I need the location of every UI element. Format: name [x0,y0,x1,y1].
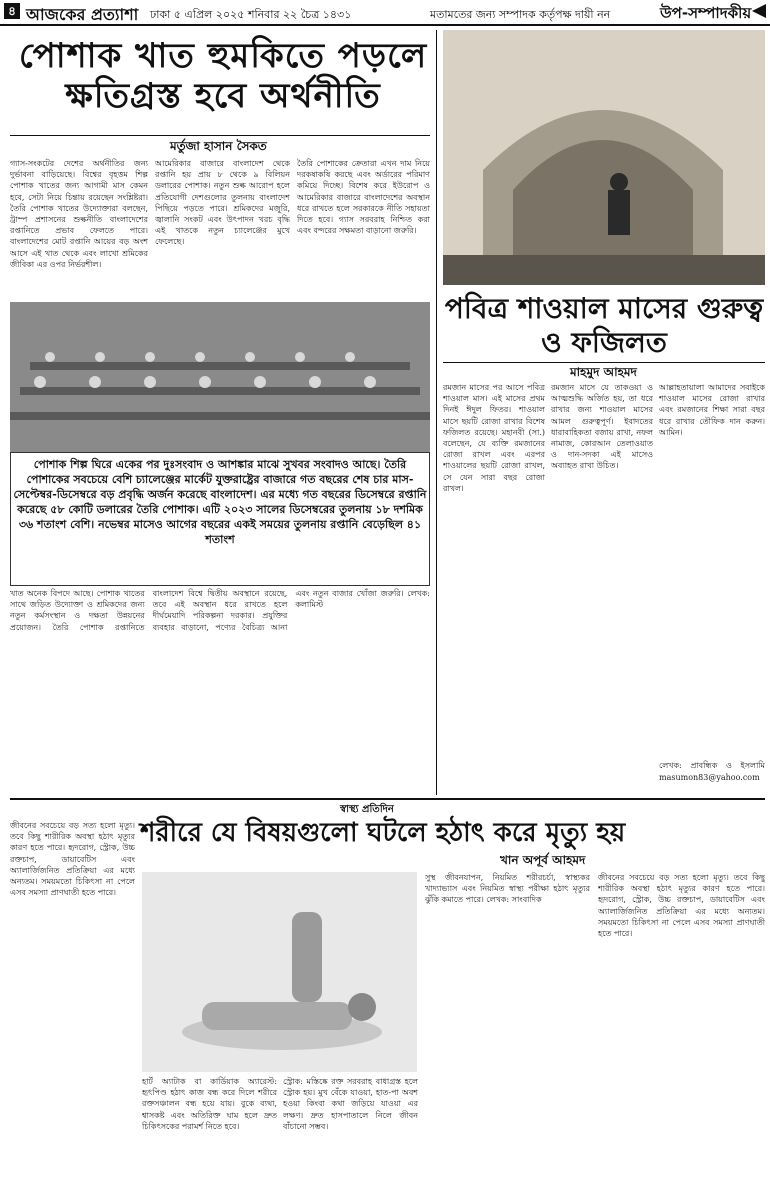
photo-placeholder [142,872,417,1072]
article2-author-note: লেখক: প্রাবন্ধিক ও ইসলামি [659,761,765,770]
article3-body-col2: হার্ট অ্যাটাক বা কার্ডিয়াক অ্যারেস্ট: হৃৎপিণ্ড হঠাৎ কাজ বন্ধ করে দিলে শরীরে রক্তসঞ্চালন বন্ধ হয়ে যায়। বুকে ব্যথা, শ্বাসকষ্ট এবং অতিরিক্ত ঘাম হলে দ্রুত চিকিৎসকের পরামর্শ নিতে হবে। [142,1077,277,1131]
article1-body-col2: আমেরিকার বাজারে বাংলাদেশ থেকে রপ্তানি হয় প্রায় ৮ থেকে ৯ বিলিয়ন ডলারের পোশাক। নতুন শুল্ক আরোপ হলে প্রতিযোগী দেশগুলোর তুলনায় বাংলাদেশ পিছিয়ে পড়তে পারে। শ্রমিকদের মজুরি, জ্বালানি সংকট এবং উৎপাদন খরচ বৃদ্ধি এই খাতকে নতুন চ্যালেঞ্জের মুখে ফেলেছে। [155,159,290,247]
photo-placeholder [443,30,765,285]
article2-body-col3: আল্লাহতায়ালা আমাদের সবাইকে শাওয়াল মাসের রোজা রাখার এবং রমজানের শিক্ষা সারা বছর ধরে রাখার তৌফিক দান করুন। আমিন। [659,383,765,437]
headline-line1: পবিত্র শাওয়াল মাসের গুরুত্ব [444,292,764,325]
section-arrow-icon [752,4,766,18]
health-label: স্বাস্থ্য প্রতিদিন [340,804,394,815]
article2-headline [443,292,765,360]
article3-byline: খান অপূর্ব আহমদ [500,853,586,867]
article1-caption: পোশাক শিল্প ঘিরে একের পর দুঃসংবাদ ও আশঙ্কার মাঝে সুখবর সংবাদও আছে। তৈরি পোশাকের সবচেয়ে বেশি চ্যালেঞ্জের মার্কেট যুক্তরাষ্ট্রের বাজারে গত বছরের শেষ চার মাস-সেপ্টেম্বর-ডিসেম্বরে বড় প্রবৃদ্ধি অর্জন করেছে বাংলাদেশ। এর মধ্যে গত বছরের ডিসেম্বরে রপ্তানি করেছে ৫৮ কোটি ডলারের তৈরি পোশাক। এটি ২০২৩ সালের ডিসেম্বরের তুলনায় ১৮ দশমিক ৩৬ শতাংশ বেশি। নভেম্বর মাসেও আগের বছরের একই সময়ের তুলনায় রপ্তানি বেড়েছিল ৪১ শতাংশ [10,452,430,586]
article3-body-col5: জীবনের সবচেয়ে বড় সত্য হলো মৃত্যু। তবে কিছু শারীরিক অবস্থা হঠাৎ মৃত্যুর কারণ হতে পারে। হৃদরোগ, স্ট্রোক, উচ্চ রক্তচাপ, ডায়াবেটিস এবং অ্যালার্জিজনিত প্রতিক্রিয়া এর মধ্যে অন্যতম। সময়মতো চিকিৎসা না পেলে এসব সমস্যা প্রাণঘাতী হতে পারে। [598,873,765,939]
article3-body: জীবনের সবচেয়ে বড় সত্য হলো মৃত্যু। তবে কিছু শারীরিক অবস্থা হঠাৎ মৃত্যুর কারণ হতে পারে। হৃদরোগ, স্ট্রোক, উচ্চ রক্তচাপ, ডায়াবেটিস এবং অ্যালার্জিজনিত প্রতিক্রিয়া এর মধ্যে অন্যতম। সময়মতো চিকিৎসা না পেলে এসব সমস্যা প্রাণঘাতী হতে পারে। [10,821,135,898]
section-divider [10,798,765,800]
photo-placeholder [10,302,430,452]
divider [443,362,765,363]
article1-headline [16,36,430,116]
article1-byline: মর্তুজা হাসান সৈকত [170,139,267,153]
article2-email: masumon83@yahoo.com [659,773,760,782]
column-divider [436,30,437,795]
article3-body-col4: সুস্থ জীবনযাপন, নিয়মিত শরীরচর্চা, স্বাস্থ্যকর খাদ্যাভ্যাস এবং নিয়মিত স্বাস্থ্য পরীক্ষা হঠাৎ মৃত্যুর ঝুঁকি কমাতে পারে। লেখক: সাংবাদিক [425,873,590,905]
garment-factory-photo [10,302,430,452]
headline-line2: ও ফজিলত [541,326,667,359]
collapsed-person-photo [142,872,417,1072]
article1-body-col3: তৈরি পোশাকের ক্রেতারা এখন দাম নিয়ে দরকষাকষি করছে এবং অর্ডারের পরিমাণ কমিয়ে দিচ্ছে। বিশেষ করে ইউরোপ ও আমেরিকার বাজারে বাংলাদেশের অবস্থান ধরে রাখতে হলে সরকারকে নীতি সহায়তা দিতে হবে। গ্যাস সরবরাহ নিশ্চিত করা এবং বন্দরের সক্ষমতা বাড়ানো জরুরি। [297,159,430,236]
headline-line1: পোশাক খাত হুমকিতে পড়লে [18,36,428,76]
section-title: উপ-সম্পাদকীয় [660,4,752,22]
disclaimer: মতামতের জন্য সম্পাদক কর্তৃপক্ষ দায়ী নন [430,8,611,21]
article1-body: গ্যাস-সংকটের দেশের অর্থনীতির জন্য দুর্ভাবনা বাড়িয়েছে। বিশ্বের বৃহত্তম শিল্প পোশাক খাতের জন্য আগামী মাস কেমন হবে, সেটা নিয়ে চিন্তায় রয়েছেন সংশ্লিষ্টরা। তৈরি পোশাক খাতের উদ্যোক্তারা বলছেন, ট্রাম্প প্রশাসনের শুল্কনীতি বাংলাদেশের রপ্তানিতে প্রভাব ফেলতে পারে। বাংলাদেশের মোট রপ্তানি আয়ের বড় অংশ আসে এই খাত থেকে এবং লাখো শ্রমিকের জীবিকা এর ওপর নির্ভরশীল। [10,159,148,269]
newspaper-name: আজকের প্রত্যাশা [26,5,139,24]
page-number: ৪ [4,3,20,19]
article3-body-col3: স্ট্রোক: মস্তিষ্কে রক্ত সরবরাহ বাধাগ্রস্ত হলে স্ট্রোক হয়। মুখ বেঁকে যাওয়া, হাত-পা অবশ হওয়া কিংবা কথা জড়িয়ে যাওয়া এর লক্ষণ। দ্রুত হাসপাতালে নিলে জীবন বাঁচানো সম্ভব। [283,1077,418,1131]
dateline: ঢাকা ৫ এপ্রিল ২০২৫ শনিবার ২২ চৈত্র ১৪৩১ [150,8,352,21]
article2-body: রমজান মাসের পর আসে পবিত্র শাওয়াল মাস। এই মাসের প্রথম দিনই ঈদুল ফিতর। শাওয়াল মাসে ছয়টি রোজা রাখার বিশেষ ফজিলত রয়েছে। মহানবী (সা.) বলেছেন, যে ব্যক্তি রমজানের রোজা রাখল এবং এরপর শাওয়ালের ছয়টি রোজা রাখল, সে যেন সারা বছর রোজা রাখল। [443,383,545,493]
mosque-photo [443,30,765,285]
article2-body-col2: রমজান মাসে যে তাকওয়া ও আত্মশুদ্ধি অর্জিত হয়, তা ধরে রাখার জন্য শাওয়াল মাসের আমল গুরুত্বপূর্ণ। ইবাদতের ধারাবাহিকতা বজায় রাখা, নফল নামাজ, কোরআন তেলাওয়াত ও দান-সদকা এই মাসেও অব্যাহত রাখা উচিত। [551,383,653,471]
article1-body-lower: খাত অনেক বিপদে আছে। পোশাক খাতের সাথে জড়িত উদ্যোক্তা ও শ্রমিকদের জন্য নতুন কর্মসংস্থান ও দক্ষতা উন্নয়নের প্রয়োজন। তৈরি পোশাক রপ্তানিতে বাংলাদেশ বিশ্বে দ্বিতীয় অবস্থানে রয়েছে, তবে এই অবস্থান ধরে রাখতে হলে দীর্ঘমেয়াদি পরিকল্পনা দরকার। প্রযুক্তির ব্যবহার বাড়ানো, পণ্যের বৈচিত্র্য আনা এবং নতুন বাজার খোঁজা জরুরি। লেখক: কলামিস্ট [10,589,430,632]
article2-byline: মাহমুদ আহমদ [570,365,637,379]
divider [10,135,430,136]
headline-line2: ক্ষতিগ্রস্ত হবে অর্থনীতি [65,76,381,116]
article3-headline: শরীরে যে বিষয়গুলো ঘটলে হঠাৎ করে মৃত্যু হয় [140,818,626,848]
